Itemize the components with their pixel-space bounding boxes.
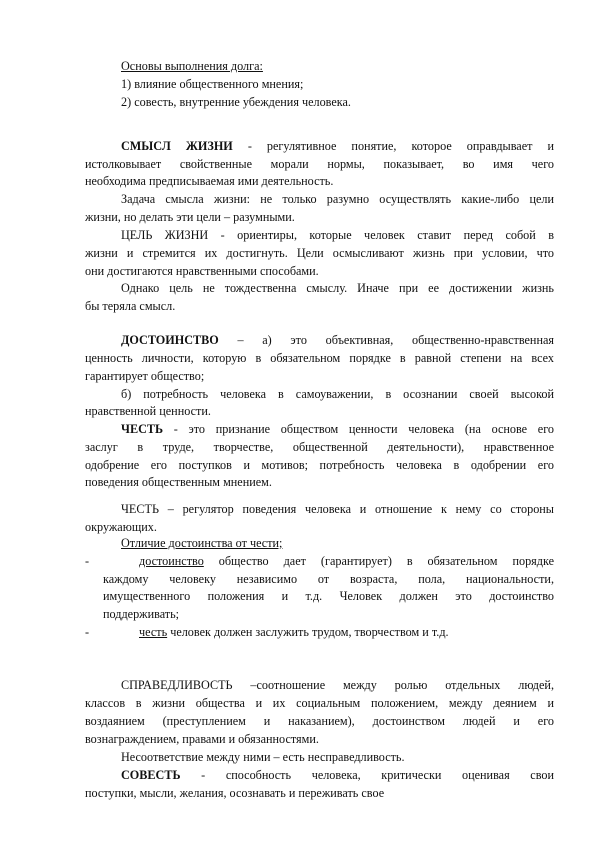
injustice-line: Несоответствие между ними – есть несправедливость. bbox=[121, 750, 405, 764]
difference-item-1-def: общество дает (гарантирует) в обязательном порядке bbox=[203, 554, 554, 568]
goal-term: ЦЕЛЬ ЖИЗНИ bbox=[121, 228, 209, 242]
goal-line-2: жизни и стремится их достигнуть. Цели осмысливают жизнь при условии, что bbox=[85, 246, 554, 260]
honor-regulator-2: окружающих. bbox=[85, 520, 157, 534]
difference-item-1-line-3: имущественного положения и т.д. Человек должен это достоинство bbox=[103, 589, 554, 603]
dignity-def-1: – а) это объективная, общественно-нравственная bbox=[218, 333, 554, 347]
meaning-task-2: жизни, но делать эти цели – разумными. bbox=[85, 210, 295, 224]
duty-heading: Основы выполнения долга: bbox=[121, 59, 263, 73]
dignity-b-line-2: нравственной ценности. bbox=[85, 404, 211, 418]
duty-item-2: 2) совесть, внутренние убеждения человека. bbox=[121, 95, 351, 109]
honor-term: ЧЕСТЬ bbox=[121, 422, 164, 436]
bullet-dash: - bbox=[85, 625, 90, 639]
difference-item-2 bbox=[139, 624, 449, 641]
conscience-line-2: поступки, мысли, желания, осознавать и переживать свое bbox=[85, 786, 385, 800]
goal-def-1: - ориентиры, которые человек ставит перед собой в bbox=[208, 228, 554, 242]
honor-line-1 bbox=[121, 421, 554, 438]
difference-item-1-line-2: каждому человеку независимо от возраста, пола, национальности, bbox=[103, 572, 554, 586]
conscience-def-1: - способность человека, критически оценивая свои bbox=[180, 768, 554, 782]
difference-item-2-def: человек должен заслужить трудом, творчеством и т.д. bbox=[167, 625, 449, 639]
goal-line-1 bbox=[121, 227, 554, 244]
justice-line-1: СПРАВЕДЛИВОСТЬ –соотношение между ролью отдельных людей, bbox=[121, 678, 554, 692]
goal-line-3: они достигаются нравственными способами. bbox=[85, 264, 319, 278]
dignity-word: достоинство bbox=[139, 554, 204, 568]
honor-line-3: одобрение его поступков и мотивов; потребность человека в одобрении его bbox=[85, 458, 554, 472]
difference-heading: Отличие достоинства от чести; bbox=[121, 536, 283, 550]
dignity-b-line-1: б) потребность человека в самоуважении, в осознании своей высокой bbox=[121, 387, 554, 401]
justice-line-4: вознаграждением, правами и обязанностями. bbox=[85, 732, 319, 746]
honor-def-1: - это признание обществом ценности человека (на основе его bbox=[163, 422, 554, 436]
note-line-2: бы теряла смысл. bbox=[85, 299, 176, 313]
honor-word: честь bbox=[139, 625, 168, 639]
justice-line-3: воздаянием (преступлением и наказанием), достоинством людей и его bbox=[85, 714, 554, 728]
difference-item-1-line-1 bbox=[139, 553, 554, 570]
meaning-def-1: - регулятивное понятие, которое оправдывает и bbox=[232, 139, 554, 153]
note-line-1: Однако цель не тождественна смыслу. Иначе при ее достижении жизнь bbox=[121, 281, 554, 295]
justice-line-2: классов в жизни общества и их социальным положением, между деянием и bbox=[85, 696, 554, 710]
meaning-line-2: истолковывает свойственные морали нормы, показывает, во имя чего bbox=[85, 157, 554, 171]
dignity-term: ДОСТОИНСТВО bbox=[121, 333, 219, 347]
difference-item-1-line-4: поддерживать; bbox=[103, 607, 180, 621]
conscience-term: СОВЕСТЬ bbox=[121, 768, 181, 782]
conscience-line-1 bbox=[121, 767, 554, 784]
meaning-line-1 bbox=[121, 138, 554, 155]
honor-line-2: заслуг в труде, творчестве, общественной деятельности), нравственное bbox=[85, 440, 554, 454]
dignity-line-2: ценность личности, которую в обязательном порядке в равной степени на всех bbox=[85, 351, 554, 365]
dignity-line-1 bbox=[121, 332, 554, 349]
dignity-line-3: гарантирует общество; bbox=[85, 369, 205, 383]
duty-item-1: 1) влияние общественного мнения; bbox=[121, 77, 304, 91]
meaning-task-1: Задача смысла жизни: не только разумно осуществлять какие-либо цели bbox=[121, 192, 554, 206]
meaning-line-3: необходима предписываемая ими деятельность. bbox=[85, 174, 334, 188]
honor-line-4: поведения общественным мнением. bbox=[85, 475, 272, 489]
bullet-dash: - bbox=[85, 554, 90, 568]
meaning-term: СМЫСЛ ЖИЗНИ bbox=[121, 139, 233, 153]
honor-regulator-1: ЧЕСТЬ – регулятор поведения человека и отношение к нему со стороны bbox=[121, 502, 554, 516]
